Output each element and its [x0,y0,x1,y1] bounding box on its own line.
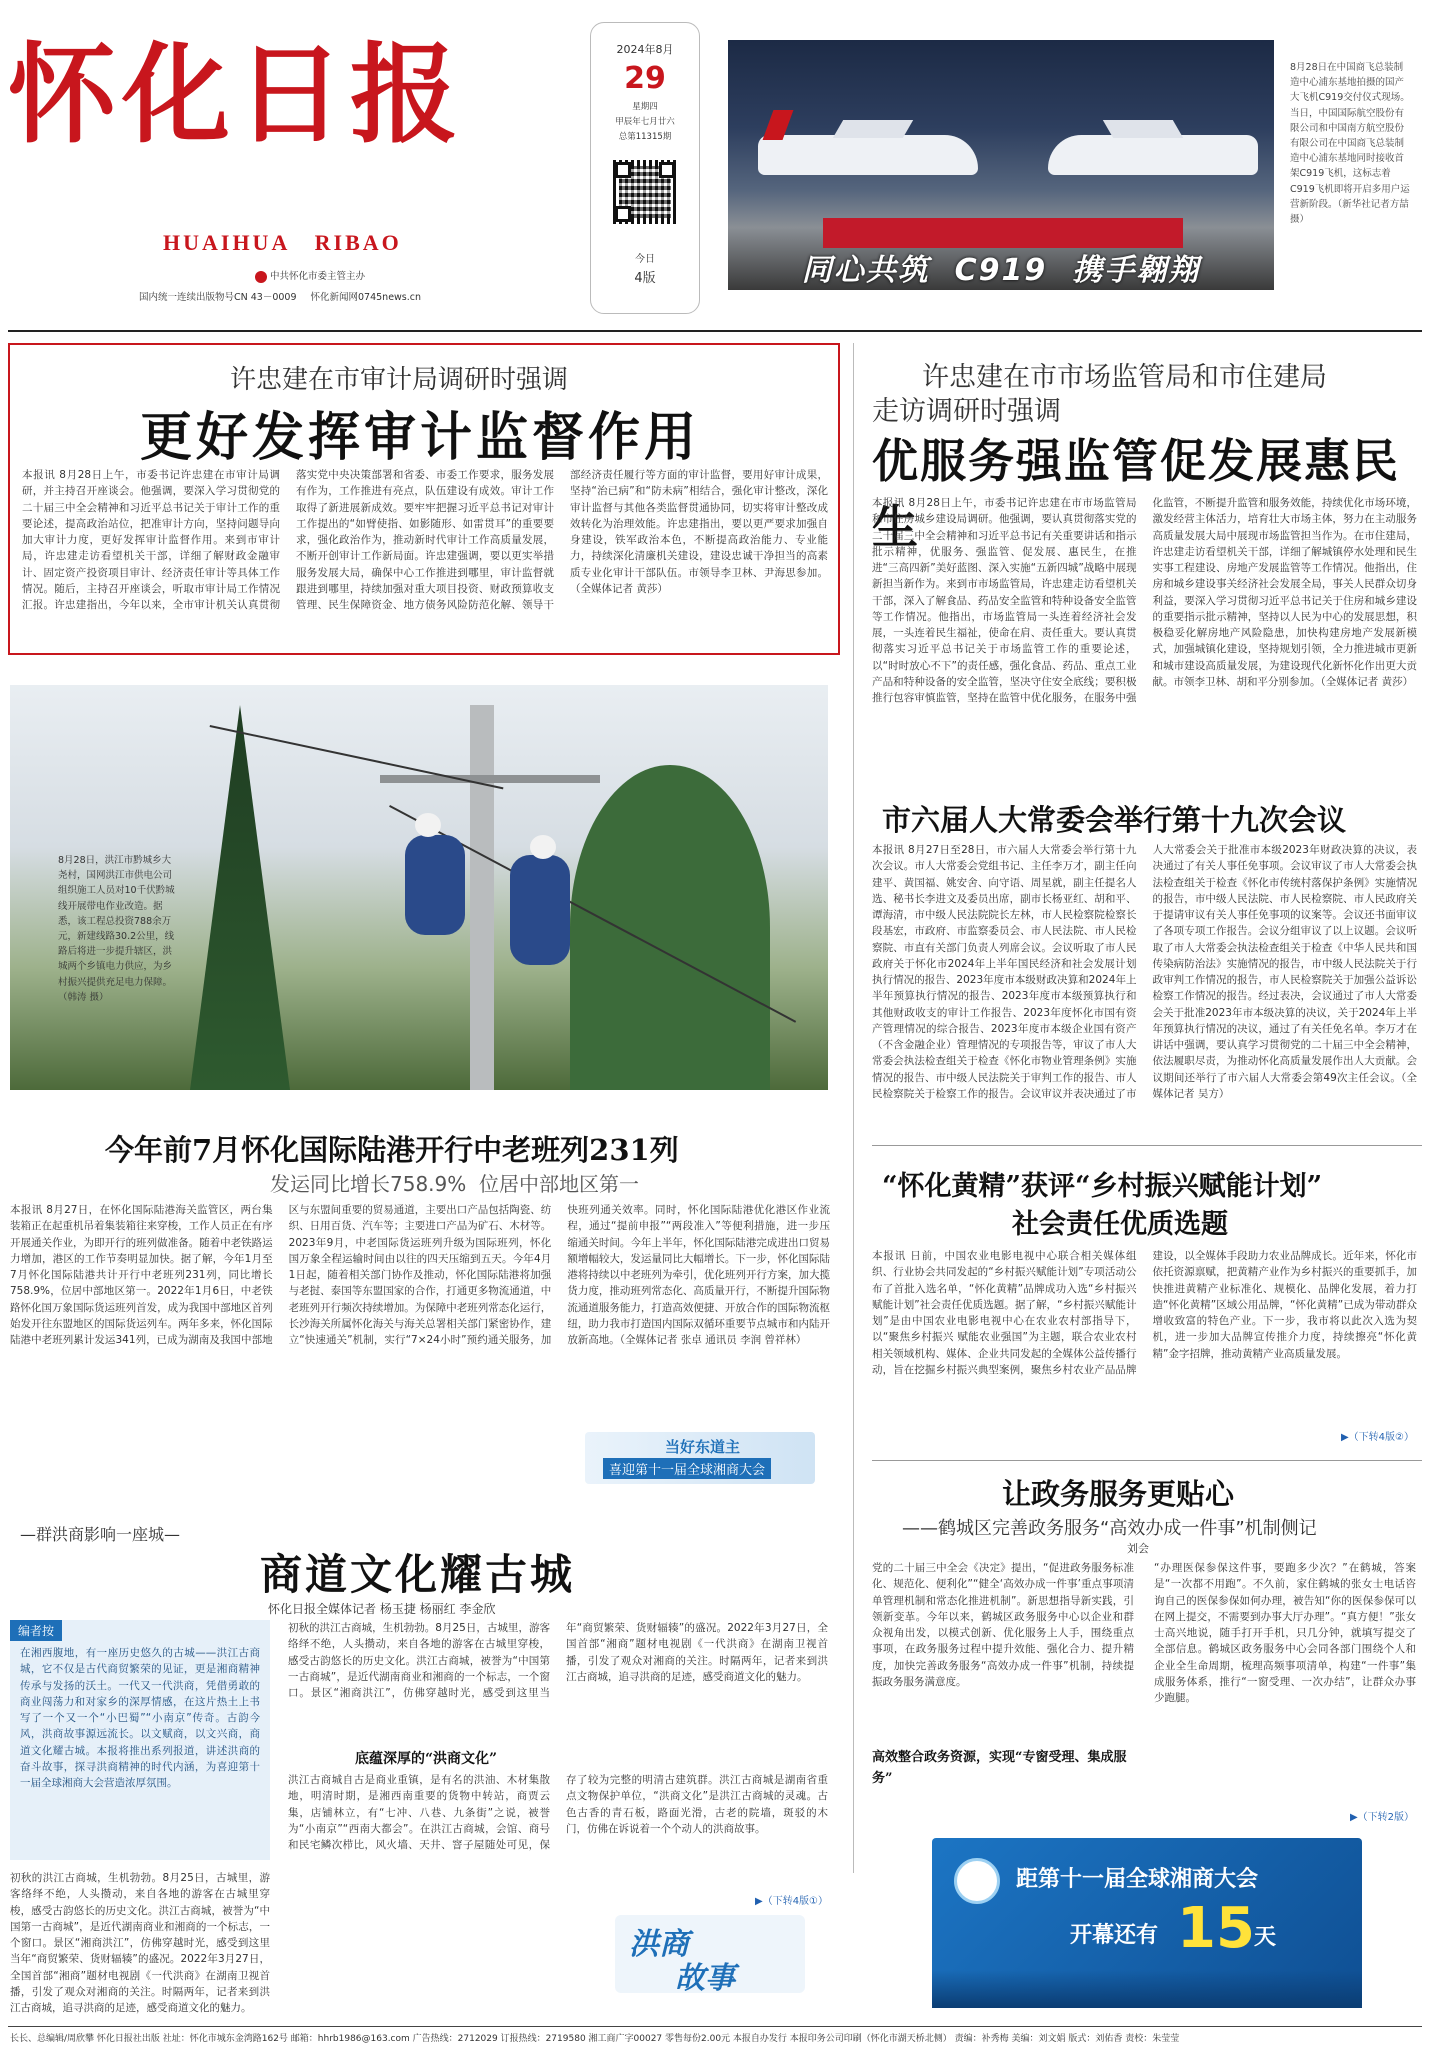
c919-photo [728,40,1274,290]
article-market-body: 本报讯 8月28日上午，市委书记许忠建在市市场监管局和市住房城乡建设局调研。他强调，要认真贯彻落实党的二十届三中全会精神和习近平总书记有关重要讲话和指示批示精神，优服务、强监管、促发展、惠民生，在推进“三高四新”美好蓝图、深入实施“五新四城”战略中展现新担当新作为。来到市市场监管局，许忠建走访看望机关干部，深入了解食品、药品安全监管和特种设备安全监管等工作情况。他指出，市场监管局一头连着经济社会发展，一头连着民生福祉，使命在肩、责任重大。要认真贯彻落实习近平总书记关于市场监管工作的重要论述，以“时时放心不下”的责任感，强化食品、药品、重点工业产品和特种设备的安全监管，坚决守住安全底线；要积极推行包容审慎监管，坚持在监管中优化服务，在服务中强化监管，不断提升监管和服务效能，持续优化市场环境，激发经营主体活力，培育壮大市场主体，努力在主动服务高质量发展大局中展现市场监管担当作为。在市住建局，许忠建走访看望机关干部，详细了解城镇停水处理和民生实事工程建设、房地产发展监管等工作情况。他指出，住房和城乡建设事关经济社会发展全局，事关人民群众切身利益，要深入学习贯彻习近平总书记关于住房和城乡建设的重要指示批示精神，坚持以人民为中心的发展思想，积极稳妥化解房地产风险隐患，加快构建房地产发展新模式，加强城镇化建设，坚持规划引领，全力推进城市更新和城市建设高质量发展，为建设现代化新怀化作出更大贡献。市领李卫林、胡和平分别参加。（全媒体记者 黄莎） [872,497,1417,705]
article-hongshang-byline: 怀化日报全媒体记者 杨玉捷 杨丽红 李金欣 [268,1602,496,1616]
countdown-suffix: 天 [1254,1925,1277,1950]
countdown-banner [932,1838,1362,2008]
article-gov-continued[interactable]: ▶（下转2版） [1349,1812,1414,1823]
article-rail-subhead: 发运同比增长758.9% 位居中部地区第一 [270,1172,639,1196]
countdown-line1: 距第十一届全球湘商大会 [1016,1867,1259,1892]
article-hongshang-continued[interactable]: ▶（下转4版①） [755,1896,829,1907]
article-market-kicker1: 许忠建在市市场监管局和市住建局 [922,362,1327,393]
masthead-info [110,268,450,303]
countdown-number: 15 [1177,1896,1255,1961]
worker-figure-icon [405,835,465,935]
article-audit-headline: 更好发挥审计监督作用 [140,407,701,468]
masthead-cn: 国内统一连续出版物号CN 43－0009 [138,291,297,303]
hunan-conference-logo [585,1432,815,1484]
article-hongshang-body-lead: 初秋的洪江古商城，生机勃勃。8月25日，古城里，游客络绎不绝，人头攒动，来自各地的游客在古城里穿梭，感受古韵悠长的历史文化。洪江古商城，被誉为“中国第一古商城”，是近代湖南商业和湘商的一个标志，一个窗口。景区“湘商洪江”，仿佛穿越时光，感受到这里当年“商贸繁荣、货财辐辏”的盛况。2022年3月27日，全国首部“湘商”题材电视剧《一代洪商》在湖南卫视首播，引发了观众对湘商的关注。时隔两年，记者来到洪江古商城，追寻洪商的足迹，感受商道文化的魅力。 [10,1872,270,2015]
pages-count: 4版 [634,271,656,286]
article-gov-body2: “办理医保参保这件事，要跑多少次？”在鹤城，答案是“一次都不用跑”。不久前，家住鹤城的张女士电话咨询自己的医保参保如何办理，被告知“你的医保参保可以在网上提交，不需要到办事大厅办理”。“真方便！”张女士高兴地说，随手打开手机，只几分钟，就填写提交了全部信息。鹤城区政务服务中心会同各部门围绕个人和企业全生命周期，梳理高频事项清单，构建“一件事”集成服务体系，推行“一窗受理、一次办结”，让群众办事少跑腿。 [1154,1562,1416,1705]
hunan-logo-line1: 当好东道主 [665,1438,741,1456]
article-market [872,343,1422,785]
article-gov-body: 党的二十届三中全会《决定》提出，“促进政务服务标准化、规范化、便利化”“健全‘高效办成一件事’重点事项清单管理机制和常态化推进机制”。新思想指导新实践，引领新变革。今年以来，鹤城区政务服务中心以企业和群众视角出发，以模式创新、优化服务上人手，围绕重点事项，在政务服务过程中提升效能、强化合力、提升精度，加快完善政务服务“高效办成一件事”机制，持续提振政务服务满意度。 [872,1562,1134,1688]
masthead-web: 怀化新闻网0745news.cn [310,291,422,303]
date-year-month: 2024年8月 [616,43,674,56]
date-day: 29 [624,61,666,96]
article-gov-subhead: ——鹤城区完善政务服务“高效办成一件事”机制侧记 [902,1518,1317,1539]
article-npc [872,792,1422,1132]
hongshang-story-logo [615,1915,805,1996]
article-hongshang-body: 初秋的洪江古商城，生机勃勃。8月25日，古城里，游客络绎不绝，人头攒动，来自各地的游客在古城里穿梭，感受古韵悠长的历史文化。洪江古商城，被誉为“中国第一古商城”，是近代湖南商业和湘商的一个标志，一个窗口。景区“湘商洪江”，仿佛穿越时光，感受到这里当年“商贸繁荣、货财辐辏”的盛况。2022年3月27日，全国首部“湘商”题材电视剧《一代洪商》在湖南卫视首播，引发了观众对湘商的关注。时隔两年，记者来到洪江古商城，追寻洪商的足迹，感受商道文化的魅力。 [288,1622,828,1700]
masthead-sponsor: 中共怀化市委主管主办 [270,271,366,282]
hunan-logo-line2: 喜迎第十一届全球湘商大会 [603,1458,771,1479]
article-hongshang-subtitle: 底蕴深厚的“洪商文化” [355,1751,498,1767]
plane-left-icon [758,135,978,175]
article-hongshang [10,1520,835,2015]
conference-emblem-icon [954,1858,1000,1904]
qr-code-icon[interactable] [613,160,677,224]
article-huangjing-headline2: 社会责任优质选题 [1012,1209,1228,1240]
article-gov-author: 刘会 [1127,1542,1149,1555]
article-audit-body: 本报讯 8月28日上午，市委书记许忠建在市审计局调研，并主持召开座谈会。他强调，要深入学习贯彻党的二十届三中全会精神和习近平总书记关于审计工作的重要论述，提高政治站位，把准审计方向，坚持问题导向加大审计力度，更好发挥审计监督作用。来到市审计局，许忠建走访看望机关干部，详细了解财政金融审计、固定资产投资项目审计、经济责任审计等具体工作情况。随后，主持召开座谈会，听取市审计局工作情况汇报。许忠建指出，今年以来，全市审计机关认真贯彻落实党中央决策部署和省委、市委工作要求，服务发展有作为，工作推进有亮点，队伍建设有成效。审计工作取得了新进展新成效。要牢牢把握习近平总书记对审计工作提出的“如臂使指、如影随形、如雷贯耳”的重要要求，强化政治作为，推动新时代审计工作高质量发展，不断开创审计工作新局面。许忠建强调，要以更实举措服务发展大局，确保中心工作推进到哪里，审计监督就跟进到哪里，持续加强对重大项目投资、财政预算收支管理、民生保障资金、地方债务风险防范化解、领导干部经济责任履行等方面的审计监督，要用好审计成果，坚持“治已病”和“防未病”相结合，强化审计整改，深化审计监督与其他各类监督贯通协同，切实将审计整改成效转化为治理效能。许忠建指出，要以更严要求加强自身建设，铁军政治本色，不断提高政治能力、专业能力，持续深化清廉机关建设，建设忠诚干净担当的高素质专业化审计干部队伍。市领导李卫林、尹海思参加。（全媒体记者 黄莎） [22,469,828,612]
c919-caption: 8月28日在中国商飞总装制造中心浦东基地拍摄的国产大飞机C919交付仪式现场。当日，中国国际航空股份有限公司和中国南方航空股份有限公司在中国商飞总装制造中心浦东基地同时接收首架C919飞机，这标志着C919飞机即将开启多用户运营新阶段。（新华社记者方喆摄） [1290,62,1410,225]
countdown-prefix: 开幕还有 [1070,1923,1159,1948]
article-huangjing-headline1: “怀化黄精”获评“乡村振兴赋能计划” [882,1171,1323,1202]
date-box [590,22,700,314]
masthead [8,18,465,255]
article-market-headline: 优服务强监管促发展惠民生 [872,434,1400,554]
date-weekday: 星期四 [632,102,658,112]
article-huangjing-body: 本报讯 日前，中国农业电影电视中心联合相关媒体组织、行业协会共同发起的“乡村振兴赋能计划”专项活动公布了首批入选名单，“怀化黄精”品牌成功入选“乡村振兴赋能计划”社会责任优质选题。据了解，“乡村振兴赋能计划”是由中国农业电影电视中心在农业农村部指导下，以“聚焦乡村振兴 赋能农业强国”为主题，联合农业农村相关领域机构、媒体、企业共同发起的全媒体公益传播行动，旨在挖掘乡村振兴典型案例，聚焦乡村农业产品品牌建设，以全媒体手段助力农业品牌成长。近年来，怀化市依托资源禀赋，把黄精产业作为乡村振兴的重要抓手，加快推进黄精产业标准化、规模化、品牌化发展，着力打造“怀化黄精”区域公用品牌，“怀化黄精”已成为带动群众增收致富的特色产业。下一步，我市将以此次入选为契机，进一步加大品牌宣传推介力度，持续擦亮“怀化黄精”金字招牌，推动黄精产业高质量发展。 [872,1250,1417,1376]
power-line-photo [10,685,828,1090]
pages-label: 今日 [635,254,655,265]
article-rail-body: 本报讯 8月27日，在怀化国际陆港海关监管区，两台集装箱正在起重机吊着集装箱往来穿梭，工作人员正在有序开展通关作业，为即开行的班列做准备。随着中老铁路运力增加，港区的工作节奏明显加快。据了解，今年1月至7月怀化国际陆港共计开行中老班列231列，同比增长758.9%，位居中部地区第一。2022年1月6日，中老铁路怀化国万象国际货运班列首发，成为我国中部地区首列始发开往东盟地区的国际货运列车。两年多来，怀化国际陆港中老班列累计发运341列，已成为湖南及我国中部地区与东盟间重要的贸易通道，主要出口产品包括陶瓷、纺织、日用百货、汽车等；主要进口产品为矿石、木材等。2023年9月，中老国际货运班列升级为国际班列，怀化国万象全程运输时间由以往的四天压缩到五天。今年4月1日起，随着相关部门协作及推动，怀化国际陆港将加强与老挝、泰国等东盟国家的合作，打通更多物流通道，中老班列开行频次持续增加。为保障中老班列常态化运行，长沙海关所属怀化海关与海关总署相关部门紧密协作，建立“快速通关”机制，实行“7×24小时”预约通关服务，加快班列通关效率。同时，怀化国际陆港优化港区作业流程，通过“提前申报”“两段准入”等便利措施，进一步压缩通关时间。今年上半年，怀化国际陆港完成进出口贸易额增幅较大，发运量同比大幅增长。下一步，怀化国际陆港将持续以中老班列为牵引，优化班列开行方案，加大揽货力度，推动班列常态化、高质量开行，不断提升国际物流通道服务能力，打造高效便捷、开放合作的国际物流枢纽，助力我市打造国内国际双循环重要节点城市和内陆开放新高地。（全媒体记者 张卓 通讯员 李润 曾祥林） [10,1204,830,1347]
article-npc-body: 本报讯 8月27日至28日，市六届人大常委会举行第十九次会议。市人大常委会党组书记、主任李万才，副主任向建平、黄国福、姚安舍、向守语、周星就，副主任提名人选、秘书长李进文及委员出席，副市长杨亚红、胡和平、谭海清，市中级人民法院院长左林，市人民检察院检察长段基宏，市政府、市监察委员会、市人民法院、市人民检察院、市直有关部门负责人列席会议。会议听取了市人民政府关于怀化市2024年上半年国民经济和社会发展计划执行情况的报告、2023年度市本级财政决算和2024年上半年预算执行情况的报告、2023年度市本级预算执行和其他财政收支的审计工作报告、2023年度怀化市国有资产管理情况的综合报告、2023年度市本级企业国有资产（不含金融企业）管理情况的专项报告等，审议了市人大常委会执法检查组关于检查《怀化市物业管理条例》实施情况的报告、市中级人民法院关于审判工作的报告、市人民检察院关于检察工作的报告。会议审议并表决通过了市人大常委会关于批准市本级2023年财政决算的决议，表决通过了有关人事任免事项。会议审议了市人大常委会执法检查组关于检查《怀化市传统村落保护条例》实施情况的报告，市中级人民法院、市人民检察院、市人民政府关于提请审议有关人事任免事项的议案等。会议还书面审议了各项专项工作报告。会议分组审议了以上议题。会议听取了市人大常委会执法检查组关于检查《中华人民共和国传染病防治法》实施情况的报告，市中级人民法院关于行政审判工作情况的报告，市人民检察院关于加强公益诉讼检察工作情况的报告。经过表决，会议通过了市人大常委会关于批准2023年市本级决算的决议，关于2024年上半年预算执行情况的决议，通过了有关任免名单。李万才在讲话中强调，要认真学习贯彻党的二十届三中全会精神，依法履职尽责，为推动怀化高质量发展作出人大贡献。会议期间还举行了市六届人大常委会第49次主任会议。（全媒体记者 吴方） [872,844,1417,1100]
hongshang-logo-line1: 洪商 [629,1927,689,1962]
party-emblem-icon [255,271,267,283]
article-huangjing-continued[interactable]: ▶（下转4版②） [1340,1432,1414,1443]
power-line-caption: 8月28日，洪江市黔城乡大尧村，国网洪江市供电公司组织施工人员对10千伏黔城线开展带电作业改造。据悉，该工程总投资788余万元，新建线路30.2公里，线路后将进一步提升辖区，洪城两个乡镇电力供应，为乡村振兴提供充足电力保障。（韩涛 摄） [58,855,175,1003]
article-hongshang-kicker: —群洪商影响一座城— [20,1525,181,1544]
article-hongshang-headline: 商道文化耀古城 [260,1550,576,1599]
article-market-kicker2: 走访调研时强调 [872,396,1061,427]
c919-banner: 同心共筑 C919 携手翱翔 [801,253,1201,288]
article-gov-headline: 让政务服务更贴心 [1002,1477,1235,1511]
article-gov-service [872,1468,1422,1828]
article-audit-kicker: 许忠建在市审计局调研时强调 [230,365,569,395]
plane-right-icon [1048,135,1258,175]
article-huangjing [872,1160,1422,1445]
editor-note-label: 编者按 [10,1620,62,1641]
masthead-title: 怀化日报 [8,32,465,158]
footer-info: 长长、总编辑/周欣攀 怀化日报社出版 社址：怀化市城东金湾路162号 邮箱：hhrb1986@163.com 广告热线：2712029 订报热线：2719580 湘工商广字00027 零售每份2.00元 本报自办发行 本报印务公司印刷（怀化市湖天桥北侧） 责编：补秀梅 美编：刘文娟 版式：刘佑香 责校：朱莹莹 [10,2034,1180,2044]
worker-figure-icon [510,855,570,965]
masthead-pinyin: HUAIHUA RIBAO [163,230,402,255]
utility-pole-icon [470,705,494,1090]
article-rail-headline: 今年前7月怀化国际陆港开行中老班列231列 [105,1133,679,1167]
article-npc-headline: 市六届人大常委会举行第十九次会议 [882,803,1347,837]
article-audit [8,343,840,655]
date-lunar: 甲辰年七月廿六 [615,117,675,127]
date-issue: 总第11315期 [618,132,672,142]
article-gov-subtitle: 高效整合政务资源，实现“专窗受理、集成服务” [872,1750,1127,1786]
hongshang-logo-line2: 故事 [675,1961,735,1996]
editor-note-box [10,1620,270,1860]
article-hongshang-body2: 洪江古商城自古是商业重镇，是有名的洪油、木材集散地，明清时期，是湘西南重要的货物中转站，商贾云集，店铺林立，有“七冲、八巷、九条街”之说，被誉为“小南京”“西南大都会”。在洪江古商城，会馆、商号和民宅鳞次栉比，风火墙、天井、窨子屋随处可见，保存了较为完整的明清古建筑群。洪江古商城是湖南省重点文物保护单位，“洪商文化”是洪江古商城的灵魂。古色古香的青石板，路面光滑，古老的院墙，斑驳的木门，仿佛在诉说着一个个动人的洪商故事。 [288,1774,828,1852]
editor-note-text: 在湘西腹地，有一座历史悠久的古城——洪江古商城，它不仅是古代商贸繁荣的见证，更是湘商精神传承与发扬的沃土。一代又一代洪商，凭借勇敢的商业闯荡力和对家乡的深厚情感，在这片热土上书写了一个又一个“小巴蜀”“小南京”传奇。古韵今风，洪商故事源远流长。以文赋商，以文兴商，商道文化耀古城。本报将推出系列报道，讲述洪商的奋斗故事，探寻洪商精神的时代内涵，为喜迎第十一届全球湘商大会营造浓厚氛围。 [20,1647,260,1790]
